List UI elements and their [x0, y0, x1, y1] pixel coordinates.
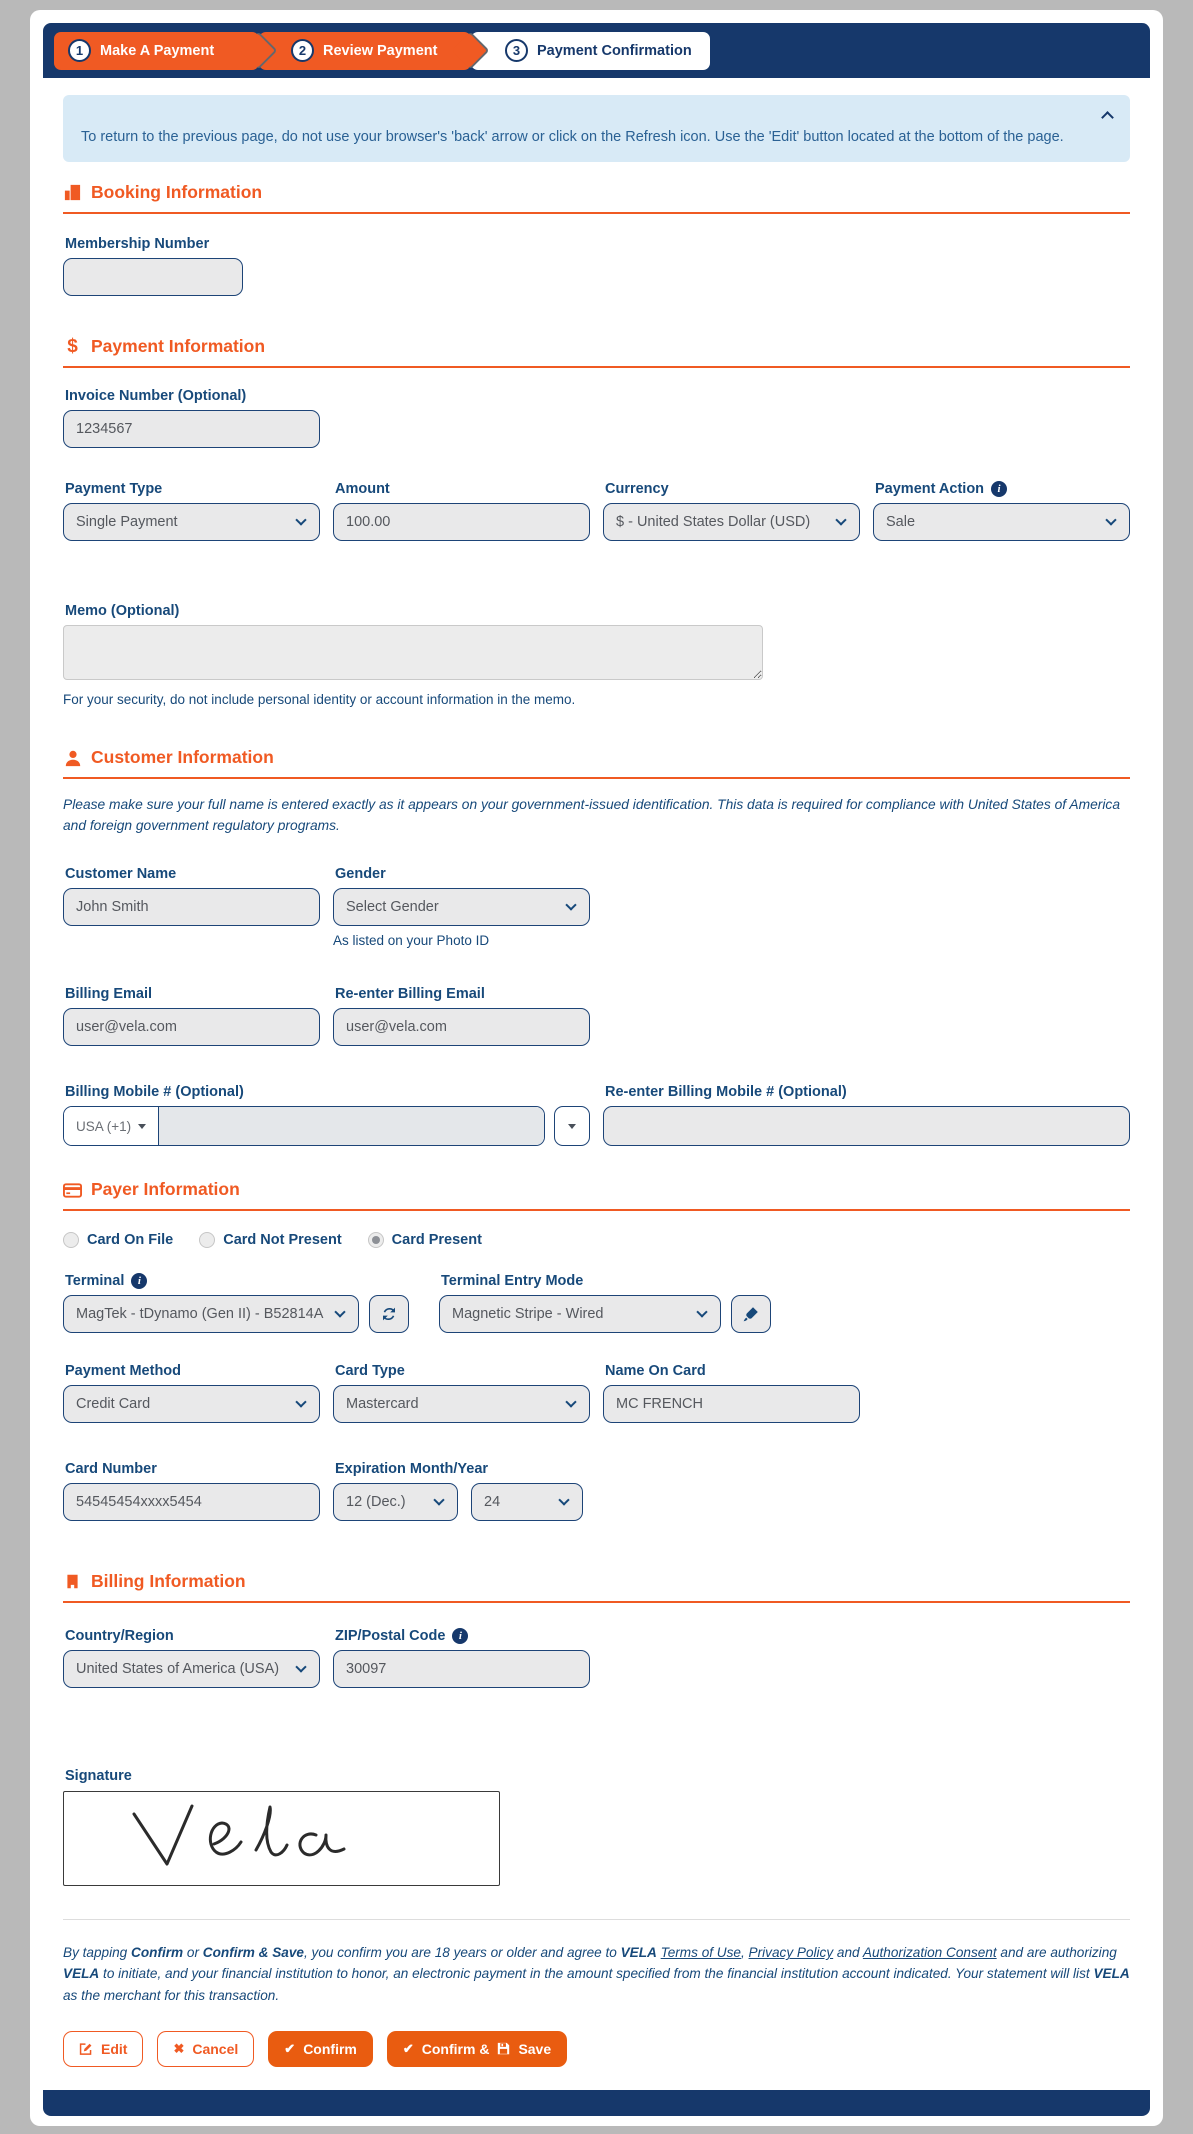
expiration-month-value: 12 (Dec.) [346, 1494, 406, 1511]
invoice-number-label: Invoice Number (Optional) [65, 388, 247, 404]
zip-label [335, 1628, 590, 1644]
terms-of-use-link[interactable]: Terms of Use [660, 1945, 741, 1961]
zip-field-group [333, 1628, 590, 1688]
gender-label: Gender [335, 866, 386, 883]
payment-type-value: Single Payment [76, 514, 178, 530]
confirm-save-label-prefix: Confirm & [421, 2040, 490, 2057]
check-icon: ✔ [402, 2041, 414, 2057]
step-label: Review Payment [323, 42, 438, 59]
building-icon [63, 183, 82, 202]
step-number-badge: 2 [291, 39, 314, 62]
currency-label: Currency [605, 481, 669, 497]
radio-card-present[interactable] [368, 1232, 482, 1248]
step-number-badge: 3 [505, 39, 528, 62]
reenter-billing-email-field-group [333, 986, 590, 1046]
stepper-step-make-a-payment[interactable] [54, 32, 259, 70]
clean-device-button[interactable] [731, 1295, 771, 1333]
customer-compliance-notice: Please make sure your full name is entered exactly as it appears on your government-issued identification. This data is required for compliance with United States of America and foreign government regulatory programs. [63, 797, 1121, 833]
confirm-button[interactable] [268, 2031, 373, 2067]
radio-label: Card On File [87, 1232, 174, 1249]
phone-input-group [63, 1106, 545, 1146]
signature-display [63, 1791, 500, 1886]
confirm-and-save-button[interactable] [387, 2031, 567, 2067]
radio-card-not-present[interactable] [199, 1232, 341, 1248]
amount-label: Amount [335, 481, 390, 497]
name-on-card-label: Name On Card [605, 1363, 706, 1380]
building-icon [63, 1572, 82, 1591]
country-code-select[interactable] [64, 1107, 159, 1145]
payment-type-field-group [63, 481, 320, 541]
expiration-label: Expiration Month/Year [335, 1461, 489, 1478]
invoice-number-input[interactable] [63, 410, 320, 448]
chevron-down-icon [835, 514, 846, 525]
footer-divider [63, 1919, 1130, 1920]
stepper-step-review-payment[interactable] [259, 32, 471, 70]
billing-email-input[interactable] [63, 1008, 320, 1046]
payment-method-select[interactable] [63, 1385, 320, 1423]
reenter-billing-mobile-label: Re-enter Billing Mobile # (Optional) [605, 1084, 847, 1101]
payment-section-header [63, 336, 1130, 368]
terminal-field-group [63, 1273, 409, 1333]
payment-type-select[interactable] [63, 503, 320, 541]
x-icon: ✖ [173, 2041, 185, 2057]
country-region-value: United States of America (USA) [76, 1661, 280, 1678]
legal-text: By tapping Confirm or Confirm & Save, you confirm you are 18 years or older and agree to VELA Terms of Use, Privacy Policy and Authorization Consent and are authorizing VELA to initiate, and your financial institution to honor, an electronic payment in the amount specified from the financial institution account indicated. Your statement will list VELA as the merchant for this transaction. [63, 1945, 1130, 2003]
caret-down-icon [568, 1124, 576, 1129]
billing-email-row [63, 986, 1130, 1046]
cancel-button[interactable] [157, 2031, 254, 2067]
chevron-down-icon [433, 1495, 444, 1506]
chevron-up-icon[interactable] [1101, 111, 1114, 124]
billing-mobile-label: Billing Mobile # (Optional) [65, 1084, 244, 1101]
info-icon[interactable]: i [131, 1273, 147, 1289]
chevron-down-icon [1105, 514, 1116, 525]
card-type-value: Mastercard [346, 1396, 419, 1413]
payment-details-row [63, 481, 1130, 541]
customer-name-row [63, 866, 1130, 948]
card-number-input[interactable] [63, 1483, 320, 1521]
payment-action-label [875, 481, 1130, 497]
credit-card-icon [63, 1180, 82, 1199]
membership-number-input[interactable] [63, 258, 243, 296]
terminal-entry-mode-select[interactable] [439, 1295, 721, 1333]
step-label: Make A Payment [100, 42, 215, 59]
name-on-card-field-group [603, 1363, 860, 1423]
confirm-save-label-suffix: Save [518, 2040, 552, 2057]
terminal-row [63, 1273, 1130, 1333]
signature-stroke [64, 1792, 499, 1885]
edit-button-label: Edit [101, 2040, 128, 2057]
billing-email-label: Billing Email [65, 986, 153, 1003]
membership-number-label: Membership Number [65, 236, 210, 252]
phone-dropdown-button[interactable] [554, 1106, 590, 1146]
billing-mobile-field-group [63, 1084, 590, 1146]
billing-mobile-control [63, 1106, 590, 1146]
payment-action-select[interactable] [873, 503, 1130, 541]
edit-button[interactable] [63, 2031, 143, 2067]
chevron-down-icon [295, 514, 306, 525]
chevron-down-icon [295, 1397, 306, 1408]
step-number-badge: 1 [68, 39, 91, 62]
cancel-button-label: Cancel [192, 2040, 239, 2057]
gender-select[interactable] [333, 888, 590, 926]
country-region-label: Country/Region [65, 1628, 174, 1645]
customer-name-label: Customer Name [65, 866, 177, 883]
amount-input[interactable] [333, 503, 590, 541]
reenter-billing-email-label: Re-enter Billing Email [335, 986, 485, 1003]
signature-field-group [63, 1768, 1130, 1886]
billing-email-field-group [63, 986, 320, 1046]
card-number-field-group [63, 1461, 320, 1521]
chevron-down-icon [565, 1397, 576, 1408]
expiration-field-group [333, 1461, 590, 1521]
billing-section-header [63, 1571, 1130, 1603]
caret-down-icon [138, 1124, 146, 1129]
payer-section-header [63, 1179, 1130, 1211]
currency-value: $ - United States Dollar (USD) [616, 514, 811, 530]
edit-icon [79, 2042, 93, 2056]
memo-security-note: For your security, do not include personal identity or account information in the memo. [63, 692, 576, 707]
person-icon [63, 748, 82, 767]
payment-method-value: Credit Card [76, 1396, 151, 1413]
card-type-label: Card Type [335, 1363, 405, 1380]
refresh-terminals-button[interactable] [369, 1295, 409, 1333]
card-type-field-group [333, 1363, 590, 1423]
country-zip-row [63, 1628, 1130, 1688]
radio-label: Card Present [391, 1232, 482, 1249]
expiration-year-select[interactable] [471, 1483, 583, 1521]
chevron-down-icon [565, 900, 576, 911]
gender-note: As listed on your Photo ID [333, 933, 490, 949]
country-code-value: USA (+1) [76, 1118, 132, 1134]
card-type-select[interactable] [333, 1385, 590, 1423]
reenter-billing-mobile-field-group [603, 1084, 1130, 1146]
radio-circle [63, 1232, 79, 1248]
gender-value: Select Gender [346, 899, 439, 916]
payment-method-field-group [63, 1363, 320, 1423]
reenter-billing-mobile-input[interactable] [603, 1106, 1130, 1146]
privacy-policy-link[interactable]: Privacy Policy [748, 1945, 834, 1961]
membership-field-group [63, 236, 243, 296]
radio-label: Card Not Present [223, 1232, 342, 1249]
customer-section-title: Customer Information [91, 747, 274, 767]
payment-action-value: Sale [886, 514, 916, 530]
entry-mode-field-group [439, 1273, 771, 1333]
radio-circle [199, 1232, 215, 1248]
booking-section-title: Booking Information [91, 182, 263, 202]
gender-field-group [333, 866, 590, 948]
customer-name-input[interactable] [63, 888, 320, 926]
expiration-year-value: 24 [484, 1494, 501, 1511]
terminal-value: MagTek - tDynamo (Gen II) - B52814A [76, 1306, 324, 1323]
stepper-step-payment-confirmation [471, 32, 710, 70]
chevron-down-icon [558, 1495, 569, 1506]
memo-field-group [63, 603, 1130, 707]
country-region-select[interactable] [63, 1650, 320, 1688]
invoice-field-group [63, 388, 320, 448]
amount-field-group [333, 481, 590, 541]
review-payment-card [30, 10, 1163, 2126]
payment-method-row [63, 1363, 1130, 1423]
chevron-down-icon [295, 1662, 306, 1673]
terminal-label-text: Terminal [65, 1273, 125, 1290]
memo-label: Memo (Optional) [65, 603, 180, 619]
step-label: Payment Confirmation [537, 42, 692, 59]
reenter-billing-email-input[interactable] [333, 1008, 590, 1046]
billing-mobile-row [63, 1084, 1130, 1146]
card-number-row [63, 1461, 1130, 1521]
currency-select[interactable] [603, 503, 860, 541]
terminal-select[interactable] [63, 1295, 359, 1333]
info-icon[interactable]: i [991, 481, 1007, 497]
customer-name-field-group [63, 866, 320, 948]
currency-field-group [603, 481, 860, 541]
footer-bar [43, 2090, 1150, 2116]
signature-label: Signature [65, 1768, 132, 1785]
radio-card-on-file[interactable] [63, 1232, 173, 1248]
authorization-consent-link[interactable]: Authorization Consent [862, 1945, 997, 1961]
save-icon [497, 2042, 510, 2055]
payment-type-label: Payment Type [65, 481, 163, 497]
radio-circle-checked [368, 1232, 384, 1248]
dollar-icon: $ [67, 335, 78, 357]
stepper [43, 23, 1150, 78]
payer-section-title: Payer Information [91, 1179, 240, 1200]
terminal-label [65, 1273, 409, 1289]
chevron-down-icon [696, 1307, 707, 1318]
country-field-group [63, 1628, 320, 1688]
info-icon[interactable]: i [452, 1628, 468, 1644]
brush-icon [743, 1306, 759, 1322]
zip-label-text: ZIP/Postal Code [335, 1628, 446, 1645]
payment-action-field-group [873, 481, 1130, 541]
billing-section-title: Billing Information [91, 1571, 246, 1592]
info-banner-text: To return to the previous page, do not use your browser's 'back' arrow or click on the Refresh icon. Use the 'Edit' button located at the bottom of the page. [81, 129, 1064, 145]
terminal-entry-mode-label: Terminal Entry Mode [441, 1273, 584, 1290]
payer-type-radio-group [63, 1232, 1130, 1248]
info-banner [63, 95, 1130, 162]
zip-input[interactable] [333, 1650, 590, 1688]
name-on-card-input[interactable] [603, 1385, 860, 1423]
booking-section-header [63, 182, 1130, 214]
payment-method-label: Payment Method [65, 1363, 182, 1380]
check-icon: ✔ [284, 2041, 296, 2057]
chevron-down-icon [334, 1307, 345, 1318]
memo-textarea[interactable] [63, 625, 763, 680]
terminal-entry-mode-value: Magnetic Stripe - Wired [452, 1306, 604, 1323]
action-buttons [63, 2031, 1130, 2067]
customer-section-header [63, 747, 1130, 779]
card-number-label: Card Number [65, 1461, 157, 1478]
confirm-button-label: Confirm [303, 2040, 357, 2057]
payment-section-title: Payment Information [91, 336, 266, 356]
refresh-icon [381, 1306, 397, 1322]
payment-action-label-text: Payment Action [875, 481, 985, 497]
billing-mobile-input[interactable] [159, 1107, 544, 1145]
expiration-month-select[interactable] [333, 1483, 458, 1521]
